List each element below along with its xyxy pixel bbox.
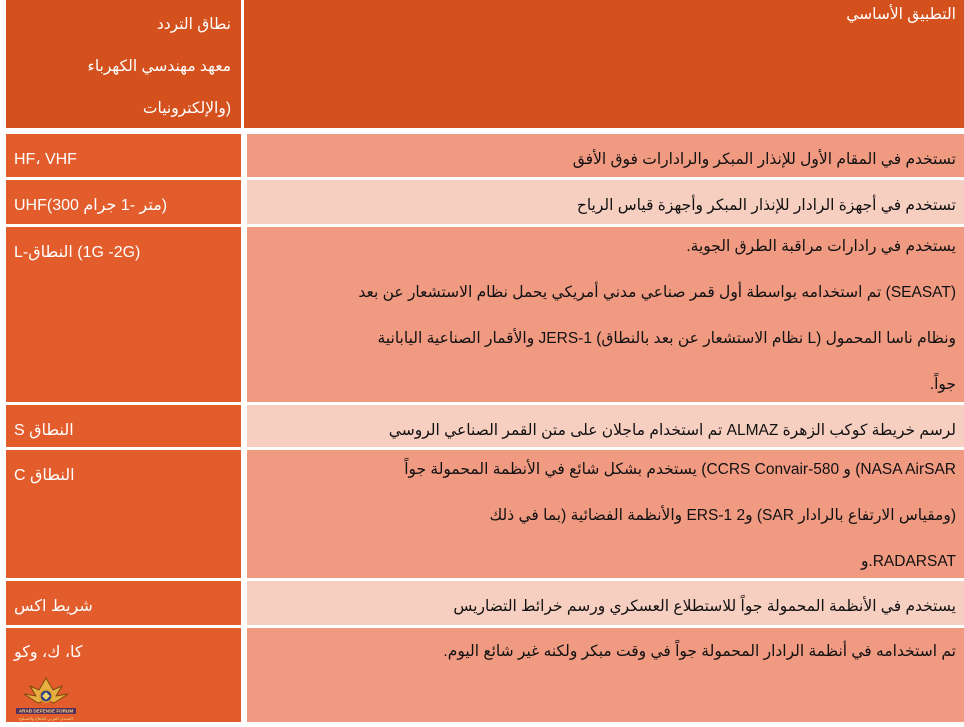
header-band-line: (والإلكترونيات xyxy=(142,100,231,117)
band-cell xyxy=(6,134,241,177)
header-use-cell xyxy=(244,0,964,128)
use-line: (ومقياس الارتفاع بالرادار SAR) و2 ERS-1 والأنظمة الفضائية (بما في ذلك xyxy=(489,507,956,524)
use-text xyxy=(257,227,956,402)
use-line: جواً. xyxy=(929,376,956,393)
use-text xyxy=(257,450,956,578)
forum-logo xyxy=(8,672,84,722)
band-cell xyxy=(6,581,241,625)
header-band-cell xyxy=(6,0,241,128)
logo-subtext: المنتدى العربي للدفاع والتسليح xyxy=(19,716,73,721)
use-text: يستخدم في الأنظمة المحمولة جواً للاستطلاع العسكري ورسم خرائط التضاريس xyxy=(453,598,956,615)
band-label: HF، VHF xyxy=(14,151,77,168)
band-label: شريط اكس xyxy=(14,598,93,615)
use-text: تم استخدامه في أنظمة الرادار المحمولة جواً في وقت مبكر ولكنه غير شائع اليوم. xyxy=(443,643,956,660)
use-line: NASA AirSAR) و CCRS Convair-580) يستخدم بشكل شائع في الأنظمة المحمولة جواً xyxy=(404,461,956,478)
use-cell xyxy=(247,227,964,402)
header-band-line: معهد مهندسي الكهرباء xyxy=(87,58,231,75)
use-cell xyxy=(247,628,964,722)
use-cell xyxy=(247,134,964,177)
band-cell xyxy=(6,227,241,402)
use-text: تستخدم في المقام الأول للإنذار المبكر والرادارات فوق الأفق xyxy=(572,151,956,168)
band-cell xyxy=(6,450,241,578)
use-text: لرسم خريطة كوكب الزهرة ALMAZ تم استخدام ماجلان على متن القمر الصناعي الروسي xyxy=(388,422,956,439)
header-band-line: نطاق التردد xyxy=(156,16,231,33)
use-line: (SEASAT) تم استخدامه بواسطة أول قمر صناعي مدني أمريكي يحمل نظام الاستشعار عن بعد xyxy=(358,284,956,301)
band-cell xyxy=(6,180,241,224)
band-label: S النطاق xyxy=(14,422,74,439)
band-label: C النطاق xyxy=(14,467,75,484)
use-cell xyxy=(247,450,964,578)
logo-text: ARAB DEFENSE FORUM xyxy=(18,708,74,714)
use-line: يستخدم في رادارات مراقبة الطرق الجوية. xyxy=(686,238,956,255)
eagle-emblem-icon xyxy=(8,672,84,722)
header-use-text: التطبيق الأساسي xyxy=(846,6,956,23)
use-line: ونظام ناسا المحمول (L نظام الاستشعار عن بعد بالنطاق) JERS-1 والأقمار الصناعية اليابانية xyxy=(377,330,956,347)
header-band-text xyxy=(18,4,231,128)
use-text: تستخدم في أجهزة الرادار للإنذار المبكر وأجهزة قياس الرياح xyxy=(576,197,956,214)
use-cell xyxy=(247,405,964,447)
band-cell xyxy=(6,405,241,447)
band-label: L-النطاق (1G -2G) xyxy=(14,244,141,261)
band-label: UHF(300 متر -1 جرام) xyxy=(14,197,168,214)
use-cell xyxy=(247,180,964,224)
band-label: كا، ك، وكو xyxy=(14,644,83,661)
use-cell xyxy=(247,581,964,625)
use-line: RADARSAT.و xyxy=(860,553,956,570)
